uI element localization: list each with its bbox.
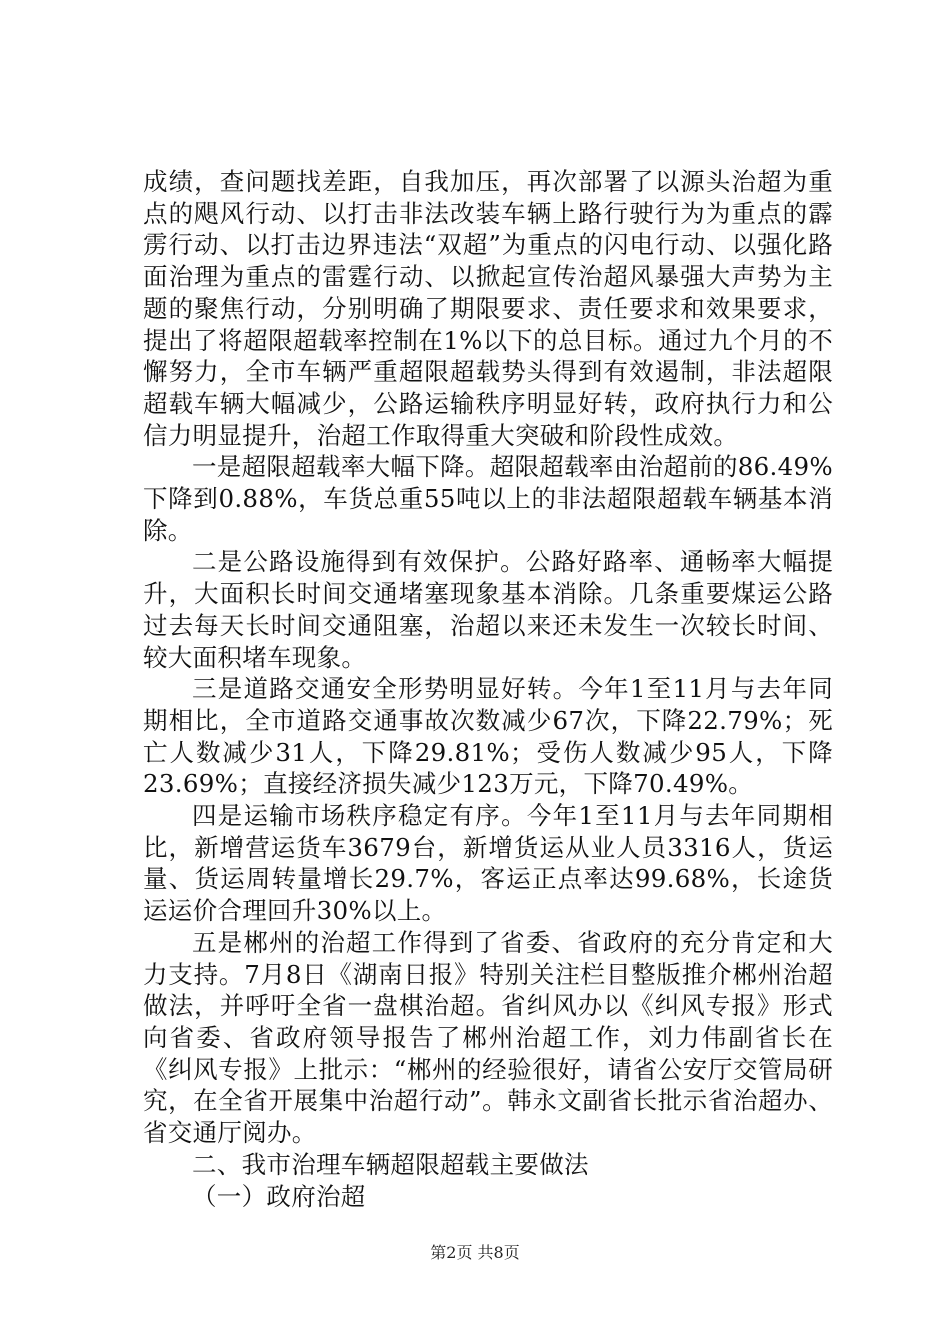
paragraph-point-4: 四是运输市场秩序稳定有序。今年1至11月与去年同期相比，新增营运货车3679台，新增货运从业人员3316人，货运量、货运周转量增长29.7%，客运正点率达99.68%，长途货运运价合理回升30%以上。	[143, 801, 833, 926]
paragraph-point-3: 三是道路交通安全形势明显好转。今年1至11月与去年同期相比，全市道路交通事故次数减少67次，下降22.79%；死亡人数减少31人，下降29.81%；受伤人数减少95人，下降23.69%；直接经济损失减少123万元，下降70.49%。	[143, 674, 833, 799]
paragraph-point-5: 五是郴州的治超工作得到了省委、省政府的充分肯定和大力支持。7月8日《湖南日报》特别关注栏目整版推介郴州治超做法，并呼吁全省一盘棋治超。省纠风办以《纠风专报》形式向省委、省政府领导报告了郴州治超工作，刘力伟副省长在《纠风专报》上批示：“郴州的经验很好，请省公安厅交管局研究，在全省开展集中治超行动”。韩永文副省长批示省治超办、省交通厅阅办。	[143, 927, 834, 1148]
paragraph-intro: 成绩，查问题找差距，自我加压，再次部署了以源头治超为重点的飓风行动、以打击非法改装车辆上路行驶行为为重点的霹雳行动、以打击边界违法“双超”为重点的闪电行动、以强化路面治理为重点的雷霆行动、以掀起宣传治超风暴强大声势为主题的聚焦行动，分别明确了期限要求、责任要求和效果要求，提出了将超限超载率控制在1%以下的总目标。通过九个月的不懈努力，全市车辆严重超限超载势头得到有效遏制，非法超限超载车辆大幅减少，公路运输秩序明显好转，政府执行力和公信力明显提升，治超工作取得重大突破和阶段性成效。	[143, 167, 833, 450]
section-heading: 二、我市治理车辆超限超载主要做法	[192, 1149, 589, 1179]
page-footer: 第2页 共8页	[430, 1243, 520, 1262]
document-body	[143, 166, 833, 1212]
paragraph-point-1: 一是超限超载率大幅下降。超限超载率由治超前的86.49%下降到0.88%，车货总重55吨以上的非法超限超载车辆基本消除。	[143, 452, 833, 545]
subsection-heading: （一）政府治超	[192, 1181, 366, 1211]
paragraph-point-2: 二是公路设施得到有效保护。公路好路率、通畅率大幅提升，大面积长时间交通堵塞现象基本消除。几条重要煤运公路过去每天长时间交通阻塞，治超以来还未发生一次较长时间、较大面积堵车现象。	[143, 547, 833, 672]
